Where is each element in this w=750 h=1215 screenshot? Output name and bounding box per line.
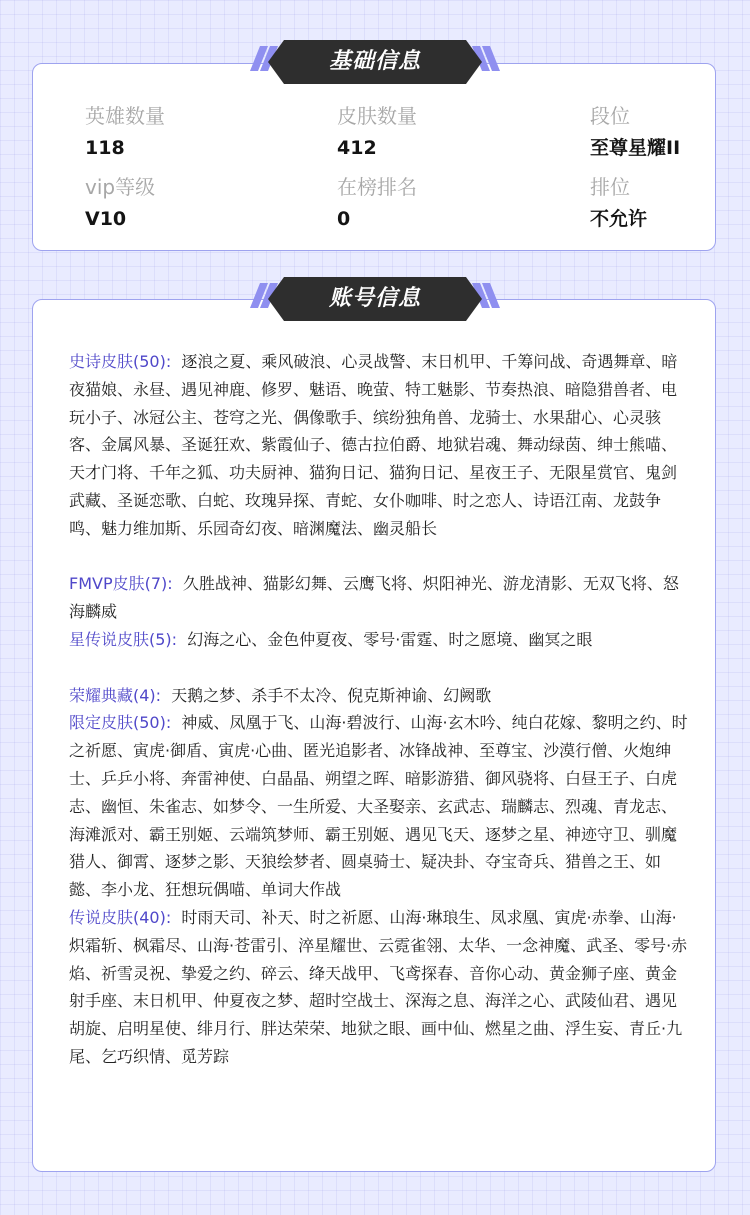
fmvp-skins-label: FMVP皮肤(7): xyxy=(69,574,173,594)
glory-collection-label: 荣耀典藏(4): xyxy=(69,685,162,705)
skin-count-label: 皮肤数量 xyxy=(337,104,417,128)
basic-info-banner xyxy=(246,38,504,86)
star-legend-skins xyxy=(69,626,689,654)
hero-count-value: 118 xyxy=(85,137,125,159)
ranked-allowed-value: 不允许 xyxy=(590,208,648,230)
vip-level-value: V10 xyxy=(85,208,127,230)
hero-count xyxy=(85,102,165,162)
epic-skins xyxy=(69,348,689,543)
basic-info-title: 基础信息 xyxy=(328,49,421,74)
legend-skins-label: 传说皮肤(40): xyxy=(69,907,172,927)
rank-tier-label: 段位 xyxy=(590,104,630,128)
epic-skins-text: 逐浪之夏、乘风破浪、心灵战警、末日机甲、千筹问战、奇遇舞章、暗夜猫娘、永昼、遇见神鹿、修罗、魅语、晚萤、特工魅影、节奏热浪、暗隐猎兽者、电玩小子、冰冠公主、苍穹之光、偶像歌手、缤纷独角兽、龙骑士、水果甜心、心灵骇客、金属风暴、圣诞狂欢、紫霞仙子、德古拉伯爵、地狱岩魂、舞动绿茵、绅士熊喵、天才门将、千年之狐、功夫厨神、猫狗日记、猫狗日记、星夜王子、无限星赏官、鬼剑武藏、圣诞恋歌、白蛇、玫瑰异探、青蛇、女仆咖啡、时之恋人、诗语江南、龙鼓争鸣、魅力维加斯、乐园奇幻夜、暗渊魔法、幽灵船长 xyxy=(69,352,678,538)
account-info-banner xyxy=(246,275,504,323)
vip-level xyxy=(85,173,155,233)
limited-skins-text: 神威、凤凰于飞、山海·碧波行、山海·玄木吟、纯白花嫁、黎明之约、时之祈愿、寅虎·御盾、寅虎·心曲、匿光追影者、冰锋战神、至尊宝、沙漠行僧、火炮绅士、乒乒小将、奔雷神使、白晶晶、朔望之晖、暗影游猎、御风骁将、白昼王子、白虎志、幽恒、朱雀志、如梦令、一生所爱、大圣娶亲、玄武志、瑞麟志、烈魂、青龙志、海滩派对、霸王别姬、云端筑梦师、霸王别姬、遇见飞天、逐梦之星、神迹守卫、驯魔猎人、御霄、逐梦之影、天狼绘梦者、圆桌骑士、疑决卦、夺宝奇兵、猎兽之王、如懿、李小龙、狂想玩偶喵、单词大作战 xyxy=(69,713,688,900)
star-legend-skins-text: 幻海之心、金色仲夏夜、零号·雷霆、时之愿境、幽冥之眼 xyxy=(187,629,593,649)
account-info-title: 账号信息 xyxy=(328,286,421,311)
basic-info-card xyxy=(32,63,716,251)
account-skin-list xyxy=(69,348,689,1071)
hero-count-label: 英雄数量 xyxy=(85,104,165,128)
rank-tier xyxy=(590,102,680,162)
fmvp-skins-text: 久胜战神、猫影幻舞、云鹰飞将、炽阳神光、游龙清影、无双飞将、怒海麟威 xyxy=(69,574,679,622)
fmvp-skins xyxy=(69,570,689,626)
ranked-allowed xyxy=(590,173,647,233)
leaderboard-rank-label: 在榜排名 xyxy=(337,175,417,199)
glory-collection-text: 天鹅之梦、杀手不太冷、倪克斯神谕、幻阙歌 xyxy=(171,685,492,705)
epic-skins-label: 史诗皮肤(50): xyxy=(69,352,172,371)
glory-collection-skins xyxy=(69,682,689,710)
legend-skins-text: 时雨天司、补天、时之祈愿、山海·琳琅生、凤求凰、寅虎·赤拳、山海·炽霜斩、枫霜尽、山海·苍雷引、淬星耀世、云霓雀翎、太华、一念神魔、武圣、零号·赤焰、祈雪灵祝、挚爱之约、碎云、绛天战甲、飞鸢探春、音你心动、黄金狮子座、黄金射手座、末日机甲、仲夏夜之梦、超时空战士、深海之息、海洋之心、武陵仙君、遇见胡旋、启明星使、绯月行、胖达荣荣、地狱之眼、画中仙、燃星之曲、浮生妄、青丘·九尾、乞巧织情、觅芳踪 xyxy=(69,907,688,1066)
ranked-allowed-label: 排位 xyxy=(590,175,630,199)
rank-tier-value: 至尊星耀II xyxy=(590,137,681,159)
leaderboard-rank xyxy=(337,173,417,233)
limited-skins xyxy=(69,709,689,904)
leaderboard-rank-value: 0 xyxy=(337,208,351,230)
limited-skins-label: 限定皮肤(50): xyxy=(69,713,172,733)
legend-skins xyxy=(69,904,689,1071)
vip-level-label: vip等级 xyxy=(85,175,156,199)
skin-count xyxy=(337,102,417,162)
star-legend-skins-label: 星传说皮肤(5): xyxy=(69,629,178,649)
account-info-card xyxy=(32,299,716,1172)
skin-count-value: 412 xyxy=(337,137,377,159)
